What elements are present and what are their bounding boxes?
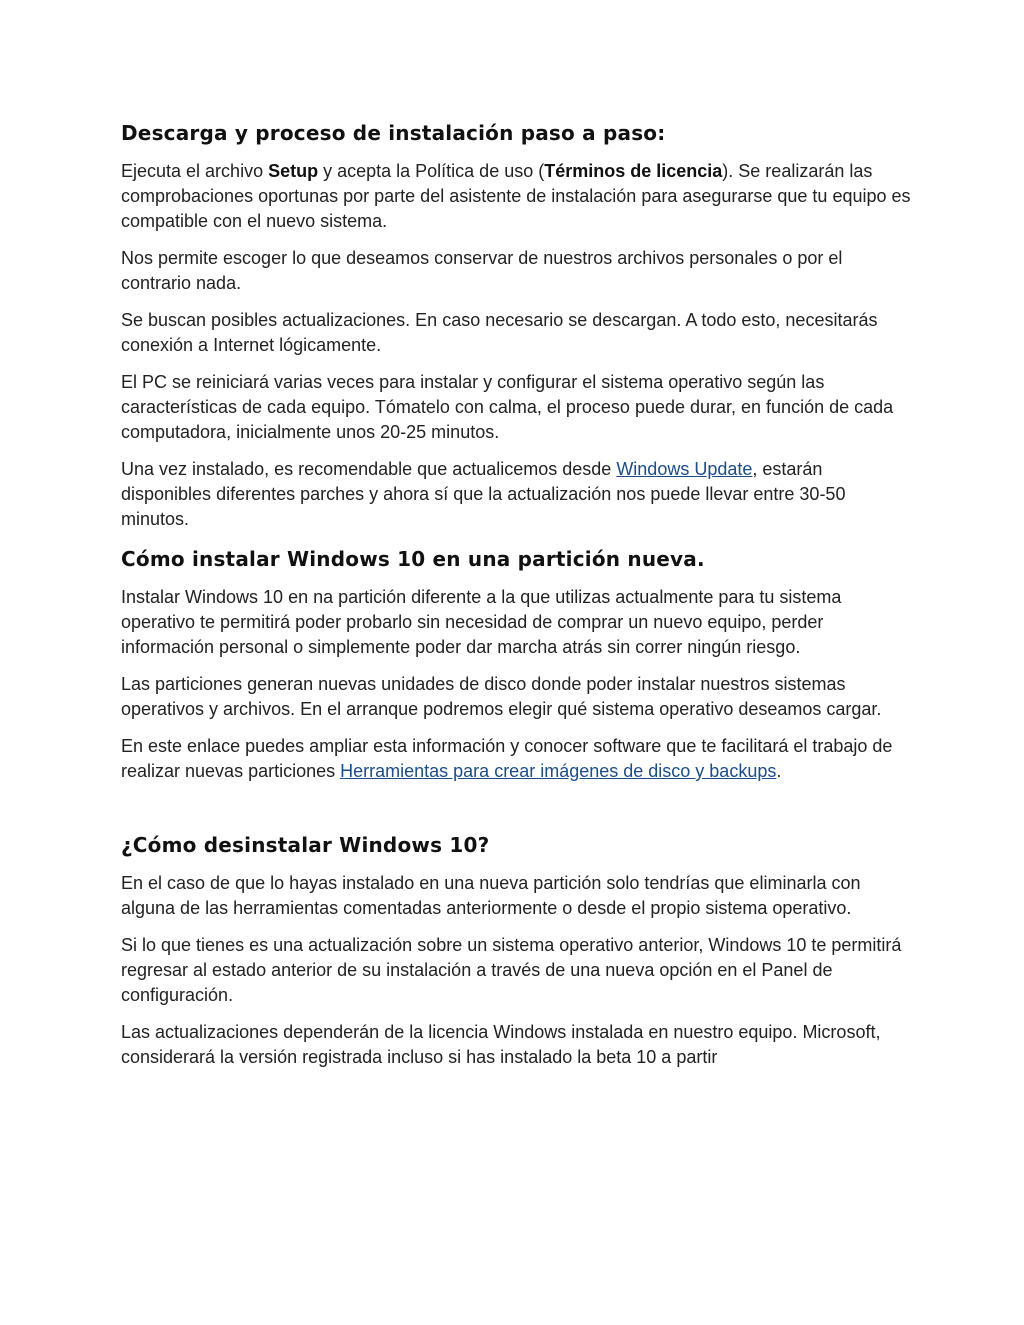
section-heading-particion: Cómo instalar Windows 10 en una partición nueva. [121,547,705,571]
paragraph-instalar-particion: Instalar Windows 10 en na partición diferente a la que utilizas actualmente para tu sistema operativo te permitirá poder probarlo sin necesidad de comprar un nuevo equipo, perder información personal o simplemente poder dar marcha atrás sin correr ningún riesgo. [121,587,842,657]
bold-terminos: Términos de licencia [544,161,723,181]
herramientas-link[interactable]: Herramientas para crear imágenes de disco y backups [340,761,777,781]
spacer [121,796,911,830]
windows-update-link[interactable]: Windows Update [616,459,753,479]
paragraph-windows-update [121,457,911,532]
paragraph-regresar: Si lo que tienes es una actualización sobre un sistema operativo anterior, Windows 10 te permitirá regresar al estado anterior de su instalación a través de una nueva opción en el Panel de configuración. [121,935,902,1005]
paragraph-reinicio: El PC se reiniciará varias veces para instalar y configurar el sistema operativo según las características de cada equipo. Tómatelo con calma, el proceso puede durar, en función de cada computadora, inicialmente unos 20-25 minutos. [121,372,894,442]
paragraph-licencia: Las actualizaciones dependerán de la licencia Windows instalada en nuestro equipo. Microsoft, considerará la versión registrada incluso si has instalado la beta 10 a partir [121,1022,881,1067]
bold-setup: Setup [268,161,319,181]
paragraph-conservar: Nos permite escoger lo que deseamos conservar de nuestros archivos personales o por el contrario nada. [121,248,843,293]
paragraph-eliminar-particion: En el caso de que lo hayas instalado en una nueva partición solo tendrías que eliminarla con alguna de las herramientas comentadas anteriormente o desde el propio sistema operativo. [121,873,861,918]
text-run: Una vez instalado, es recomendable que actualicemos desde [121,459,617,479]
text-run: ). Se realizarán las comprobaciones oportunas por parte del asistente de instalación para asegurarse que tu equipo es compatible con el nuevo sistema. [121,161,911,231]
text-run: . [776,761,782,781]
section-heading-descarga: Descarga y proceso de instalación paso a paso: [121,121,666,145]
text-run: y acepta la Política de uso ( [318,161,545,181]
section-heading-desinstalar: ¿Cómo desinstalar Windows 10? [121,833,490,857]
text-run: En este enlace puedes ampliar esta información y conocer software que te facilitará el trabajo de realizar nuevas particiones [121,736,893,781]
paragraph-setup [121,159,911,234]
paragraph-particiones: Las particiones generan nuevas unidades de disco donde poder instalar nuestros sistemas operativos y archivos. En el arranque podremos elegir qué sistema operativo deseamos cargar. [121,674,882,719]
paragraph-enlace [121,734,911,784]
text-run: Ejecuta el archivo [121,161,269,181]
document-page [121,118,911,1082]
paragraph-actualizaciones: Se buscan posibles actualizaciones. En caso necesario se descargan. A todo esto, necesitarás conexión a Internet lógicamente. [121,310,878,355]
text-run: , estarán disponibles diferentes parches y ahora sí que la actualización nos puede llevar entre 30-50 minutos. [121,459,846,529]
